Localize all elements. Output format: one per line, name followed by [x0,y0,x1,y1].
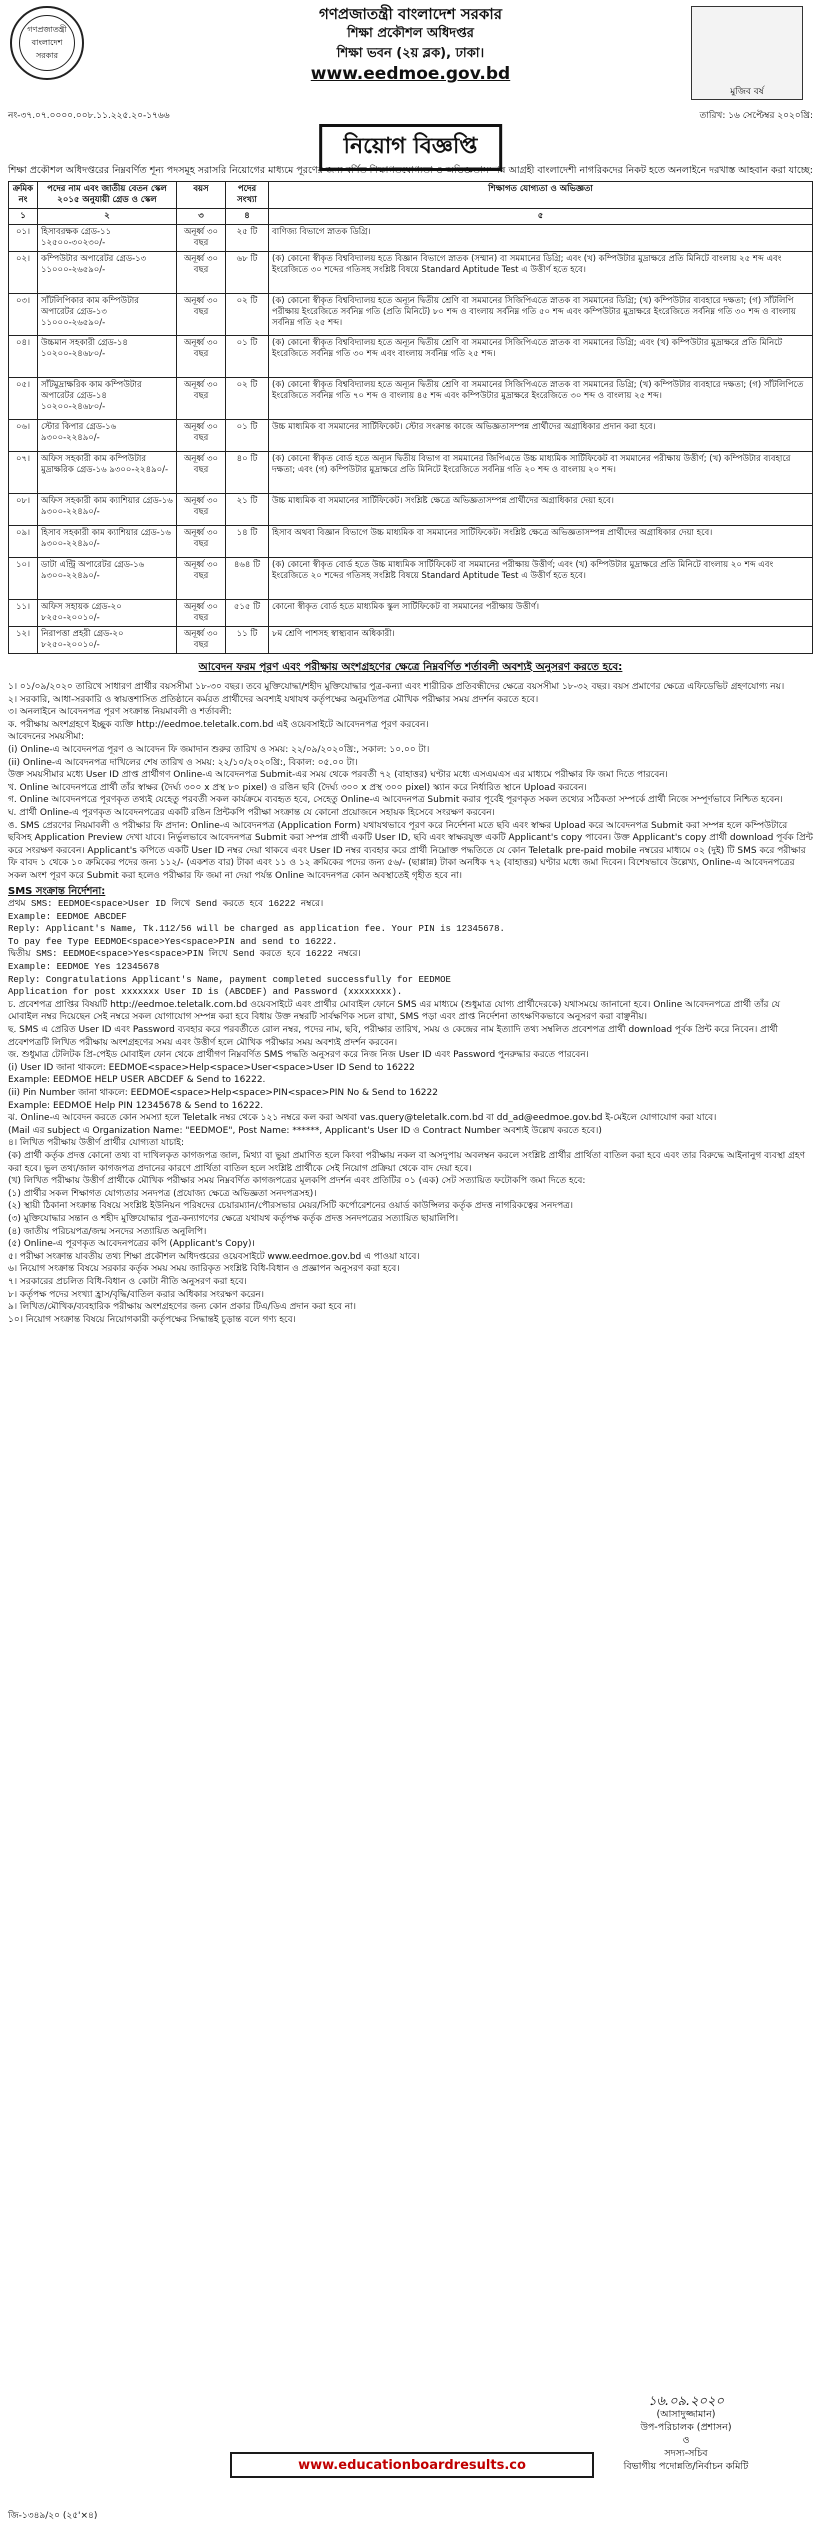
condition-item: Example: EEDMOE HELP USER ABCDEF & Send to 16222. [8,1075,266,1086]
cell-qualification: (ক) কোনো স্বীকৃত বিশ্ববিদ্যালয় হতে বিজ্ঞান বিভাগে স্নাতক (সম্মান) বা সমমানের ডিগ্রি; এবং (খ) কম্পিউটার মুদ্রাক্ষরে প্রতি মিনিটে বাংলায় ২৫ শব্দ এবং ইংরেজিতে ৩০ শব্দের গতিসহ সংশ্লিষ্ট বিষয়ে Standard Aptitude Test এ উত্তীর্ণ হতে হবে। [269,252,813,294]
sms-lines [8,898,813,999]
condition-item: গ. Online আবেদনপত্রে পূরণকৃত তথ্যই যেহেতু পরবর্তী সকল কার্যক্রমে ব্যবহৃত হবে, সেহেতু Online-এ আবেদনপত্র Submit করার পূর্বেই পূরণকৃত সকল তথ্যের সঠিকতা সম্পর্কে প্রার্থী নিজে সম্পূর্ণভাবে নিশ্চিত হবেন। [8,795,783,806]
cell-post: অফিস সহায়ক গ্রেড-২০ ৮২৫০-২০০১০/- [38,600,177,627]
cell-serial: ১০। [9,558,38,600]
vacancy-table [8,181,813,654]
intro-text: শিক্ষা প্রকৌশল অধিদপ্তরের নিম্নবর্ণিত শূন্য পদসমূহ সরাসরি নিয়োগের মাধ্যমে পূরণের জন্য বর্ণিত শিক্ষাগতযোগ্যতা ও অভিজ্ঞতাসম্পন্ন আগ্রহী বাংলাদেশী নাগরিকদের নিকট হতে অনলাইনে দরখাস্ত আহবান করা যাচ্ছে: [8,165,813,176]
cell-age: অনূর্ধ্ব ৩০ বছর [177,336,226,378]
cell-qualification: (ক) কোনো স্বীকৃত বিশ্ববিদ্যালয় হতে অন্যূন দ্বিতীয় শ্রেণি বা সমমানের সিজিপিএতে স্নাতক বা সমমানের ডিগ্রি; (খ) কম্পিউটার ব্যবহারে দক্ষতা; (গ) সাঁটলিপিতে ইংরেজিতে সর্বনিম্ন গতি ৭০ শব্দ ও বাংলায় ৪৫ শব্দ এবং কম্পিউটার মুদ্রাক্ষরে ইংরেজিতে ৩০ শব্দ ও বাংলায় ২৫ শব্দ। [269,378,813,420]
conditions-list [8,681,813,883]
sms-line: Example: EEDMOE ABCDEF [8,911,127,922]
cell-post: ডাটা এন্ট্রি অপারেটর গ্রেড-১৬ ৯৩০০-২২৪৯০/- [38,558,177,600]
col-number: ৪ [226,209,269,225]
cell-count: ০২ টি [226,294,269,336]
table-row [9,627,813,654]
table-row [9,600,813,627]
cell-serial: ০৫। [9,378,38,420]
condition-item: (২) স্থায়ী ঠিকানা সংক্রান্ত বিষয়ে সংশ্লিষ্ট ইউনিয়ন পরিষদের চেয়ারম্যান/পৌরসভার মেয়র/সিটি কর্পোরেশনের ওয়ার্ড কাউন্সিলর কর্তৃক প্রদত্ত নাগরিকত্বের সনদপত্র। [8,1201,574,1212]
cell-qualification: উচ্চ মাধ্যমিক বা সমমানের সার্টিফিকেট। স্টোর সংক্রান্ত কাজে অভিজ্ঞতাসম্পন্ন প্রার্থীদের অগ্রাধিকার প্রদান করা হবে। [269,420,813,452]
cell-qualification: (ক) কোনো স্বীকৃত বিশ্ববিদ্যালয় হতে অন্যূন দ্বিতীয় শ্রেণি বা সমমানের সিজিপিএতে স্নাতক বা সমমানের ডিগ্রি; (খ) কম্পিউটার ব্যবহারে দক্ষতা; (গ) সাঁটলিপি পরীক্ষায় ইংরেজিতে সর্বনিম্ন গতি (প্রতি মিনিটে) ৮০ শব্দ ও বাংলায় সর্বনিম্ন গতি ৫০ শব্দ এবং কম্পিউটার মুদ্রাক্ষরে ইংরেজিতে সর্বনিম্ন গতি ৩০ শব্দ ও বাংলায় সর্বনিম্ন গতি ২৫ শব্দ। [269,294,813,336]
condition-item: (Mail এর subject এ Organization Name: "EEDMOE", Post Name: ******, Applicant's User ID ও Contract Number অবশ্যই উল্লেখ করতে হবে।) [8,1125,602,1136]
sms-line: Reply: Applicant's Name, Tk.112/56 will be charged as application fee. Your PIN is 12345678. [8,924,505,935]
sms-line: To pay fee Type EEDMOE<space>Yes<space>PIN and send to 16222. [8,936,338,947]
government-name: গণপ্রজাতন্ত্রী বাংলাদেশ সরকার [319,5,502,23]
condition-item: ৮। কর্তৃপক্ষ পদের সংখ্যা হ্রাস/বৃদ্ধি/বাতিল করার অধিকার সংরক্ষণ করেন। [8,1289,265,1300]
cell-serial: ০৪। [9,336,38,378]
table-row [9,420,813,452]
government-logo [10,6,84,80]
cell-serial: ০৩। [9,294,38,336]
condition-item: (ii) Pin Number জানা থাকলে: EEDMOE<space>Help<space>PIN<space>PIN No & Send to 16222 [8,1088,438,1098]
cell-qualification: হিসাব অথবা বিজ্ঞান বিভাগে উচ্চ মাধ্যমিক বা সমমানের সার্টিফিকেট। সংশ্লিষ্ট ক্ষেত্রে অভিজ্ঞতাসম্পন্ন প্রার্থীদের অগ্রাধিকার দেয়া হবে। [269,526,813,558]
sms-heading: SMS সংক্রান্ত নির্দেশনা: [8,885,106,897]
cell-count: ০১ টি [226,420,269,452]
portrait-caption: মুজিব বর্ষ [730,87,764,97]
sms-line: দ্বিতীয় SMS: EEDMOE<space>Yes<space>PIN লিখে Send করতে হবে 16222 নম্বরে। [8,949,361,960]
cell-count: ২৫ টি [226,225,269,252]
col-number: ২ [38,209,177,225]
condition-item: ক. পরীক্ষায় অংশগ্রহণে ইচ্ছুক ব্যক্তি http://eedmoe.teletalk.com.bd এই ওয়েবসাইটে আবেদনপত্র পূরণ করবেন। [8,719,429,730]
condition-item: ছ. SMS এ প্রেরিত User ID এবং Password ব্যবহার করে পরবর্তীতে রোল নম্বর, পদের নাম, ছবি, পরীক্ষার তারিখ, সময় ও কেন্দ্রের নাম ইত্যাদি তথ্য সম্বলিত প্রবেশপত্র প্রার্থী download পূর্বক প্রিন্ট করে নিবেন। প্রার্থী প্রবেশপত্রটি লিখিত পরীক্ষায় অংশগ্রহণের সময় এবং উত্তীর্ণ হলে মৌখিক পরীক্ষার সময় অবশ্যই প্রদর্শন করবেন। [8,1025,778,1048]
condition-item: ঘ. প্রার্থী Online-এ পূরণকৃত আবেদনপত্রের একটি রঙিন প্রিন্টকপি পরীক্ষা সংক্রান্ত যে কোনো প্রয়োজনে সহায়ক হিসেবে সংরক্ষণ করবেন। [8,807,495,818]
signature-mark: ১৬.০৯.২০২০ [648,2394,724,2409]
cell-age: অনূর্ধ্ব ৩০ বছর [177,378,226,420]
watermark-link[interactable]: www.educationboardresults.co [230,2452,594,2478]
cell-serial: ১১। [9,600,38,627]
cell-age: অনূর্ধ্ব ৩০ বছর [177,252,226,294]
condition-item: ৬। নিয়োগ সংক্রান্ত বিষয়ে সরকার কর্তৃক সময় সময় জারিকৃত সংশ্লিষ্ট বিধি-বিধান ও প্রজ্ঞাপন অনুসরণ করা হবে। [8,1264,400,1275]
cell-count: ৪৬৪ টি [226,558,269,600]
cell-post: স্টোর কিপার গ্রেড-১৬ ৯৩০০-২২৪৯০/- [38,420,177,452]
cell-age: অনূর্ধ্ব ৩০ বছর [177,600,226,627]
condition-item: ১০। নিয়োগ সংক্রান্ত বিষয়ে নিয়োগকারী কর্তৃপক্ষের সিদ্ধান্তই চূড়ান্ত বলে গণ্য হবে। [8,1314,296,1325]
page-title: নিয়োগ বিজ্ঞপ্তি [319,124,503,171]
col-age: বয়স [177,182,226,209]
cell-age: অনূর্ধ্ব ৩০ বছর [177,526,226,558]
signature-block [611,2395,761,2473]
mujib-borsho-portrait [691,6,803,100]
cell-count: ০২ টি [226,378,269,420]
cell-post: সাঁটমুদ্রাক্ষরিক কাম কম্পিউটার অপারেটর গ্রেড-১৪ ১০২০০-২৪৬৮০/- [38,378,177,420]
logo-emblem-icon [19,15,75,71]
condition-item: ৫। পরীক্ষা সংক্রান্ত যাবতীয় তথ্য শিক্ষা প্রকৌশল অধিদপ্তরের ওয়েবসাইটে www.eedmoe.gov.bd এ পাওয়া যাবে। [8,1251,420,1262]
condition-item: (৪) জাতীয় পরিচয়পত্র/জন্ম সনদের সত্যায়িত অনুলিপি। [8,1226,207,1237]
website-link[interactable]: www.eedmoe.gov.bd [310,64,511,84]
condition-item: (i) Online-এ আবেদনপত্র পূরণ ও আবেদন ফি জমাদান শুরুর তারিখ ও সময়: ২২/০৯/২০২০খ্রি:, সকাল: ১০.০০ টা। [8,744,430,755]
sms-line: Reply: Congratulations Applicant's Name, payment completed successfully for EEDMOE [8,974,451,985]
table-row [9,225,813,252]
cell-qualification: (ক) কোনো স্বীকৃত বোর্ড হতে অন্যূন দ্বিতীয় বিভাগ বা সমমানের জিপিএতে উচ্চ মাধ্যমিক সার্টিফিকেট বা সমমানের পরীক্ষায় উত্তীর্ণ; (খ) কম্পিউটার ব্যবহারে দক্ষতা; এবং (গ) কম্পিউটার মুদ্রাক্ষরে প্রতি মিনিটে ইংরেজিতে সর্বনিম্ন গতি ২০ শব্দ ও বাংলায় ২০ শব্দ। [269,452,813,494]
col-number: ১ [9,209,38,225]
condition-item: ৪। লিখিত পরীক্ষায় উত্তীর্ণ প্রার্থীর যোগ্যতা যাচাই: [8,1138,185,1149]
signatory-role: ও [682,2435,690,2446]
cell-qualification: বাণিজ্য বিভাগে স্নাতক ডিগ্রি। [269,225,813,252]
department-name: শিক্ষা প্রকৌশল অধিদপ্তর [347,26,474,41]
table-row [9,294,813,336]
table-row [9,252,813,294]
logo-text: গণপ্রজাতন্ত্রী বাংলাদেশ সরকার [27,24,67,60]
condition-item: ১। ০১/০৯/২০২০ তারিখে সাধারণ প্রার্থীর বয়সসীমা ১৮-৩০ বছর। তবে মুক্তিযোদ্ধা/শহীদ মুক্তিযোদ্ধার পুত্র-কন্যা এবং শারীরিক প্রতিবন্ধীদের ক্ষেত্রে বয়সসীমা ১৮-৩২ বছর। বয়স প্রমাণের ক্ষেত্রে এফিডেভিট গ্রহণযোগ্য নয়। [8,682,785,692]
cell-count: ৪০ টি [226,452,269,494]
condition-item: (৩) মুক্তিযোদ্ধার সন্তান ও শহীদ মুক্তিযোদ্ধার পুত্র-কন্যাগণের ক্ষেত্রে যথাযথ কর্তৃপক্ষ কর্তৃক প্রদত্ত সনদপত্রের সত্যায়িত ছায়ালিপি। [8,1213,459,1224]
col-post: পদের নাম এবং জাতীয় বেতন স্কেল ২০১৫ অনুযায়ী গ্রেড ও স্কেল [38,182,177,209]
cell-post: অফিস সহকারী কাম ক্যাশিয়ার গ্রেড-১৬ ৯৩০০-২২৪৯০/- [38,494,177,526]
sms-line: Application for post xxxxxxx User ID is (ABCDEF) and Password (xxxxxxxx). [8,987,403,998]
cell-post: কম্পিউটার অপারেটর গ্রেড-১৩ ১১০০০-২৬৫৯০/- [38,252,177,294]
condition-item: (i) User ID জানা থাকলে: EEDMOE<space>Help<space>User<space>User ID Send to 16222 [8,1062,415,1073]
signatory-name: (আসাদুজ্জামান) [656,2409,716,2420]
signatory-designation: উপ-পরিচালক (প্রশাসন) [640,2422,732,2433]
table-row [9,494,813,526]
cell-age: অনূর্ধ্ব ৩০ বছর [177,294,226,336]
condition-item: (ক) প্রার্থী কর্তৃক প্রদত্ত কোনো তথ্য বা দাখিলকৃত কাগজপত্র জাল, মিথ্যা বা ভুয়া প্রমাণিত হলে কিংবা পরীক্ষায় নকল বা অসদুপায় অবলম্বন করলে সংশ্লিষ্ট প্রার্থীর প্রার্থিতা বাতিল করা হবে এবং তার বিরুদ্ধে আইনানুগ ব্যবস্থা গ্রহণ করা হবে। ভুল তথ্য/জাল কাগজপত্র প্রদানের কারণে প্রার্থিতা বাতিল হলে সংশ্লিষ্ট প্রার্থীকে সেই নিয়োগ প্রক্রিয়া থেকে বাদ দেয়া হবে। [8,1150,806,1174]
cell-age: অনূর্ধ্ব ৩০ বছর [177,494,226,526]
condition-item: আবেদনের সময়সীমা: [8,732,85,743]
cell-age: অনূর্ধ্ব ৩০ বছর [177,452,226,494]
condition-item: ৭। সরকারের প্রচলিত বিধি-বিধান ও কোটা নীতি অনুসরণ করা হবে। [8,1276,247,1287]
condition-item: জ. শুধুমাত্র টেলিটক প্রি-পেইড মোবাইল ফোন থেকে প্রার্থীগণ নিম্নবর্ণিত SMS পদ্ধতি অনুসরণ করে নিজ নিজ User ID এবং Password পুনরুদ্ধার করতে পারবেন। [8,1050,589,1061]
table-row [9,558,813,600]
table-row [9,526,813,558]
condition-item: (১) প্রার্থীর সকল শিক্ষাগত যোগ্যতার সনদপত্র (প্রযোজ্য ক্ষেত্রে অভিজ্ঞতা সনদপত্রসহ)। [8,1188,317,1199]
sms-line: Example: EEDMOE Yes 12345678 [8,962,160,973]
cell-serial: ০২। [9,252,38,294]
condition-item: (৫) Online-এ পূরণকৃত আবেদনপত্রের কপি (Applicant's Copy)। [8,1239,255,1250]
cell-count: ৫১৫ টি [226,600,269,627]
department-address: শিক্ষা ভবন (২য় ব্লক), ঢাকা। [336,46,485,61]
condition-item: Example: EEDMOE Help PIN 12345678 & Send to 16222. [8,1100,264,1111]
condition-item: চ. প্রবেশপত্র প্রাপ্তির বিষয়টি http://eedmoe.teletalk.com.bd ওয়েবসাইটে এবং প্রার্থীর মোবাইল ফোনে SMS এর মাধ্যমে (শুধুমাত্র যোগ্য প্রার্থীদেরকে) যথাসময়ে জানানো হবে। Online আবেদনপত্রে প্রার্থী তাঁর যে মোবাইল নম্বর দিয়েছেন সেই নম্বরে সকল যোগাযোগ সম্পন্ন করা হবে বিধায় উক্ত নম্বরটি সার্বক্ষণিক সচল রাখা, SMS পড়া এবং প্রাপ্ত নির্দেশনা তাৎক্ষণিকভাবে অনুসরণ করা বাঞ্ছনীয়। [8,999,781,1023]
signatory-committee-name: বিভাগীয় পদোন্নতি/নির্বাচন কমিটি [623,2461,749,2472]
condition-item: উক্ত সময়সীমার মধ্যে User ID প্রাপ্ত প্রার্থীগণ Online-এ আবেদনপত্র Submit-এর সময় থেকে পরবর্তী ৭২ (বাহাত্তর) ঘণ্টার মধ্যে এসএমএস এর মাধ্যমে পরীক্ষার ফি জমা দিতে পারবেন। [8,770,668,781]
table-row [9,452,813,494]
cell-serial: ০৭। [9,452,38,494]
cell-post: হিসাবরক্ষক গ্রেড-১১ ১২৫০০-৩০২৩০/- [38,225,177,252]
vacancy-table-body [9,225,813,654]
cell-post: সাঁটলিপিকার কাম কম্পিউটার অপারেটর গ্রেড-১৩ ১১০০০-২৬৫৯০/- [38,294,177,336]
sms-line: প্রথম SMS: EEDMOE<space>User ID লিখে Send করতে হবে 16222 নম্বরে। [8,899,324,910]
table-row [9,336,813,378]
cell-qualification: উচ্চ মাধ্যমিক বা সমমানের সার্টিফিকেট। সংশ্লিষ্ট ক্ষেত্রে অভিজ্ঞতাসম্পন্ন প্রার্থীদের অগ্রাধিকার দেয়া হবে। [269,494,813,526]
cell-count: ২১ টি [226,494,269,526]
sms-section [8,886,813,999]
cell-post: নিরাপত্তা প্রহরী গ্রেড-২০ ৮২৫০-২০০১০/- [38,627,177,654]
col-serial: ক্রমিক নং [9,182,38,209]
cell-post: অফিস সহকারী কাম কম্পিউটার মুদ্রাক্ষরিক গ্রেড-১৬ ৯৩০০-২২৪৯০/- [38,452,177,494]
cell-age: অনূর্ধ্ব ৩০ বছর [177,558,226,600]
cell-count: ১৪ টি [226,526,269,558]
condition-item: (ii) Online-এ আবেদনপত্র দাখিলের শেষ তারিখ ও সময়: ২২/১০/২০২০খ্রি:, বিকাল: ০৫.০০ টা। [8,757,358,768]
condition-item: ঝ. Online-এ আবেদন করতে কোন সমস্যা হলে Teletalk নম্বর থেকে ১২১ নম্বরে কল করা অথবা vas.query@teletalk.com.bd বা dd_ad@eedmoe.gov.bd ই-মেইলে যোগাযোগ করা যাবে। [8,1113,717,1124]
condition-item: (খ) লিখিত পরীক্ষায় উত্তীর্ণ প্রার্থীকে মৌখিক পরীক্ষার সময় নিম্নবর্ণিত কাগজপত্রের মূলকপি প্রদর্শন এবং প্রতিটির ০১ (এক) সেট সত্যায়িত ফটোকপি জমা দিতে হবে: [8,1176,586,1187]
condition-item: ৯। লিখিত/মৌখিক/ব্যবহারিক পরীক্ষায় অংশগ্রহণের জন্য কোন প্রকার টিএ/ডিএ প্রদান করা হবে না। [8,1302,356,1313]
col-number: ৫ [269,209,813,225]
cell-age: অনূর্ধ্ব ৩০ বছর [177,627,226,654]
cell-serial: ০৮। [9,494,38,526]
table-header-row [9,182,813,209]
cell-qualification: (ক) কোনো স্বীকৃত বোর্ড হতে উচ্চ মাধ্যমিক সার্টিফিকেট বা সমমানের পরীক্ষায় উত্তীর্ণ; এবং (খ) কম্পিউটার মুদ্রাক্ষরে প্রতি মিনিটে বাংলায় ২০ শব্দ এবং ইংরেজিতে ২০ শব্দের গতিসহ সংশ্লিষ্ট বিষয়ে Standard Aptitude Test এ উত্তীর্ণ হতে হবে। [269,558,813,600]
conditions-title: আবেদন ফরম পূরণ এবং পরীক্ষায় অংশগ্রহণের ক্ষেত্রে নিম্নবর্ণিত শর্তাবলী অবশ্যই অনুসরণ করতে হবে: [198,661,623,673]
notice-date: তারিখ: ১৬ সেপ্টেম্বর ২০২০খ্রি: [699,111,813,121]
memo-number: নং-৩৭.০৭.০০০০.০০৮.১১.২২৫.২০-১৭৬৬ [8,111,170,121]
condition-item: ২। সরকারি, আধা-সরকারি ও স্বায়ত্তশাসিত প্রতিষ্ঠানে কর্মরত প্রার্থীদের অবশ্যই যথাযথ কর্তৃপক্ষের অনুমতিপত্র মৌখিক পরীক্ষার সময় প্রদর্শন করতে হবে। [8,694,539,705]
signatory-committee: সদস্য-সচিব [664,2448,708,2459]
cell-qualification: ৮ম শ্রেণি পাশসহ স্বাস্থ্যবান অধিকারী। [269,627,813,654]
condition-item: ৩। অনলাইনে আবেদনপত্র পূরণ সংক্রান্ত নিয়মাবলী ও শর্তাবলী: [8,707,232,718]
column-number-row [9,209,813,225]
header [0,0,821,159]
condition-item: ঙ. SMS প্রেরণের নিয়মাবলী ও পরীক্ষার ফি প্রদান: Online-এ আবেদনপত্র (Application Form) যথাযথভাবে পূরণ করে নির্দেশনা মতে ছবি এবং স্বাক্ষর Upload করে আবেদনপত্র Submit করা সম্পন্ন হলে কম্পিউটারে ছবিসহ Application Preview দেখা যাবে। নির্ভুলভাবে আবেদনপত্র Submit করা সম্পন্ন প্রার্থী একটি User ID, ছবি এবং স্বাক্ষরযুক্ত একটি Applicant's copy পাবেন। উক্ত Applicant's copy প্রার্থী download পূর্বক প্রিন্ট করে সংরক্ষণ করবেন। Applicant's কপিতে একটি User ID নম্বর দেয়া থাকবে এবং User ID নম্বর ব্যবহার করে প্রার্থী নিম্নোক্ত পদ্ধতিতে যে কোন Teletalk pre-paid mobile নম্বরের মাধ্যমে ০২ (দুই) টি SMS করে পরীক্ষার ফি বাবদ ১ থেকে ১০ ক্রমিকের পদের জন্য ১১২/- (একশত বার) টাকা এবং ১১ ও ১২ ক্রমিকের পদের জন্য ৫৬/- (ছাপ্পান্ন) টাকা অনধিক ৭২ (বাহাত্তর) ঘণ্টার মধ্যে জমা দিবেন। বিশেষভাবে উল্লেখ্য, Online-এ আবেদনপত্রের সকল অংশ পূরণ করে Submit করা হলেও পরীক্ষার ফি জমা না দেয়া পর্যন্ত Online আবেদনপত্র কোন অবস্থাতেই গৃহীত হবে না। [8,820,813,881]
cell-serial: ০১। [9,225,38,252]
col-count: পদের সংখ্যা [226,182,269,209]
col-qualification: শিক্ষাগত যোগ্যতা ও অভিজ্ঞতা [269,182,813,209]
cell-qualification: (ক) কোনো স্বীকৃত বিশ্ববিদ্যালয় হতে অন্যূন দ্বিতীয় শ্রেণি বা সমমানের সিজিপিএতে স্নাতক বা সমমানের ডিগ্রি; এবং (খ) কম্পিউটার মুদ্রাক্ষরে প্রতি মিনিটে ইংরেজিতে সর্বনিম্ন গতি ৩০ শব্দ এবং বাংলায় সর্বনিম্ন গতি ২৫ শব্দ। [269,336,813,378]
cell-count: ১১ টি [226,627,269,654]
col-number: ৩ [177,209,226,225]
cell-qualification: কোনো স্বীকৃত বোর্ড হতে মাধ্যমিক স্কুল সার্টিফিকেট বা সমমানের পরীক্ষায় উত্তীর্ণ। [269,600,813,627]
cell-serial: ০৯। [9,526,38,558]
footer-code: জি-১৩৪৯/২০ (২৫'×৪) [8,2511,98,2521]
more-conditions-list [8,999,813,1326]
cell-post: হিসাব সহকারী কাম ক্যাশিয়ার গ্রেড-১৬ ৯৩০০-২২৪৯০/- [38,526,177,558]
table-row [9,378,813,420]
cell-count: ০১ টি [226,336,269,378]
cell-serial: ০৬। [9,420,38,452]
cell-age: অনূর্ধ্ব ৩০ বছর [177,420,226,452]
cell-serial: ১২। [9,627,38,654]
cell-post: উচ্চমান সহকারী গ্রেড-১৪ ১০২০০-২৪৬৮০/- [38,336,177,378]
cell-age: অনূর্ধ্ব ৩০ বছর [177,225,226,252]
reference-row [8,108,813,123]
cell-count: ৬৮ টি [226,252,269,294]
condition-item: খ. Online আবেদনপত্রে প্রার্থী তাঁর স্বাক্ষর (দৈর্ঘ্য ৩০০ x প্রস্থ ৮০ pixel) ও রঙিন ছবি (দৈর্ঘ্য ৩০০ x প্রস্থ ৩০০ pixel) স্ক্যান করে নির্ধারিত স্থানে Upload করবেন। [8,782,587,793]
